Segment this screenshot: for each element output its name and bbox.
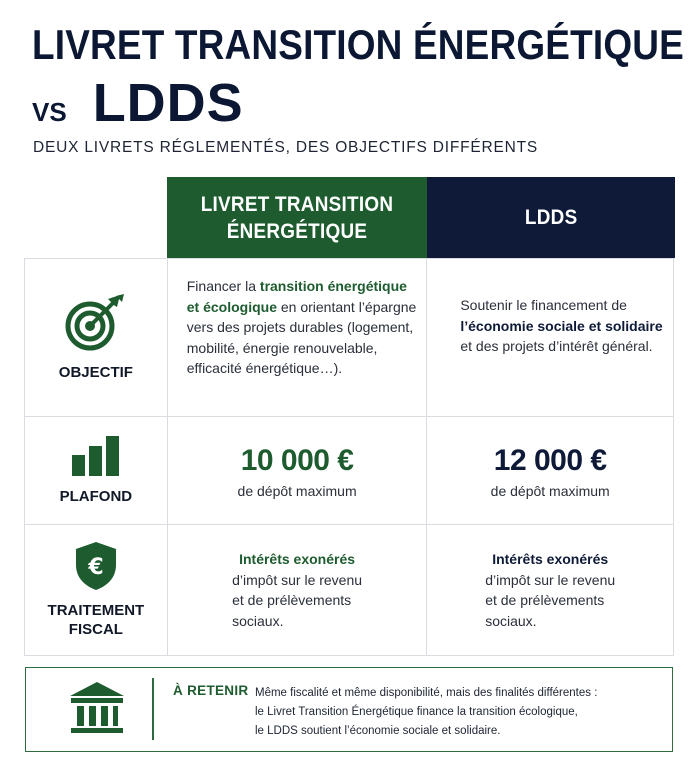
plafond-ldds-amount: 12 000 € — [493, 443, 607, 477]
objectif-ldds-highlight: l’économie sociale et solidaire — [460, 317, 663, 334]
column-header-lte-text: LIVRET TRANSITION ÉNERGÉTIQUE — [200, 192, 394, 243]
fiscal-lte-text: d’impôt sur le revenu et de prélèvements sociaux. — [232, 571, 363, 629]
objectif-lte — [168, 259, 428, 416]
table-row-objectif — [25, 259, 673, 417]
objectif-lte-highlight: transition énergétique et écologique — [186, 278, 407, 315]
objectif-lte-post: en orientant l’épargne vers des projets durables (logement, mobilité, énergie renouvelable, efficacité énergétique…). — [186, 298, 417, 376]
row-label-fiscal: TRAITEMENT FISCAL — [47, 602, 145, 638]
title-line-2 — [32, 72, 244, 136]
fiscal-lte-title: Intérêts exonérés — [239, 551, 356, 567]
retain-text: Même fiscalité et même disponibilité, mais des finalités différentes : le Livret Transition Énergétique finance la transition écologique, le LDDS soutient l’économie sociale et solidaire. — [255, 687, 598, 737]
svg-text:€: € — [88, 555, 104, 580]
comparison-table — [24, 258, 674, 656]
fiscal-lte — [168, 525, 428, 655]
objectif-ldds-post: et des projets d’intérêt général. — [460, 338, 653, 354]
euro-shield-icon — [74, 541, 118, 591]
objectif-ldds-pre: Soutenir le financement de — [460, 297, 627, 313]
retain-title: À RETENIR — [173, 683, 249, 698]
column-header-ldds-text: LDDS — [524, 206, 578, 229]
retain-divider — [152, 678, 154, 740]
row-label-plafond: PLAFOND — [59, 488, 133, 505]
objectif-lte-pre: Financer la — [186, 278, 260, 294]
row-label-objectif: OBJECTIF — [58, 364, 133, 381]
plafond-lte — [168, 417, 428, 524]
row-label-cell — [25, 417, 168, 524]
fiscal-ldds-title: Intérêts exonérés — [492, 551, 609, 567]
fiscal-ldds — [427, 525, 673, 655]
fiscal-ldds-text: d’impôt sur le revenu et de prélèvements sociaux. — [485, 571, 616, 629]
retain-box — [25, 667, 673, 752]
table-row-plafond — [25, 417, 673, 525]
plafond-ldds-sub: de dépôt maximum — [490, 482, 610, 499]
plafond-ldds — [427, 417, 673, 524]
row-label-cell — [25, 259, 168, 416]
page-subtitle: DEUX LIVRETS RÉGLEMENTÉS, DES OBJECTIFS DIFFÉRENTS — [33, 139, 539, 156]
plafond-lte-sub: de dépôt maximum — [237, 482, 357, 499]
plafond-lte-amount: 10 000 € — [240, 443, 354, 477]
vs-label: VS — [32, 97, 67, 127]
target-arrow-icon — [64, 293, 128, 353]
ldds-title: LDDS — [92, 73, 244, 133]
column-header-lte — [167, 177, 427, 258]
column-header-ldds — [427, 177, 675, 258]
page-title: LIVRET TRANSITION ÉNERGÉTIQUE — [32, 21, 684, 68]
bar-chart-icon — [71, 435, 121, 477]
table-row-fiscal — [25, 525, 673, 655]
row-label-cell — [25, 525, 168, 655]
objectif-ldds — [427, 259, 673, 416]
bank-building-icon — [68, 680, 126, 738]
